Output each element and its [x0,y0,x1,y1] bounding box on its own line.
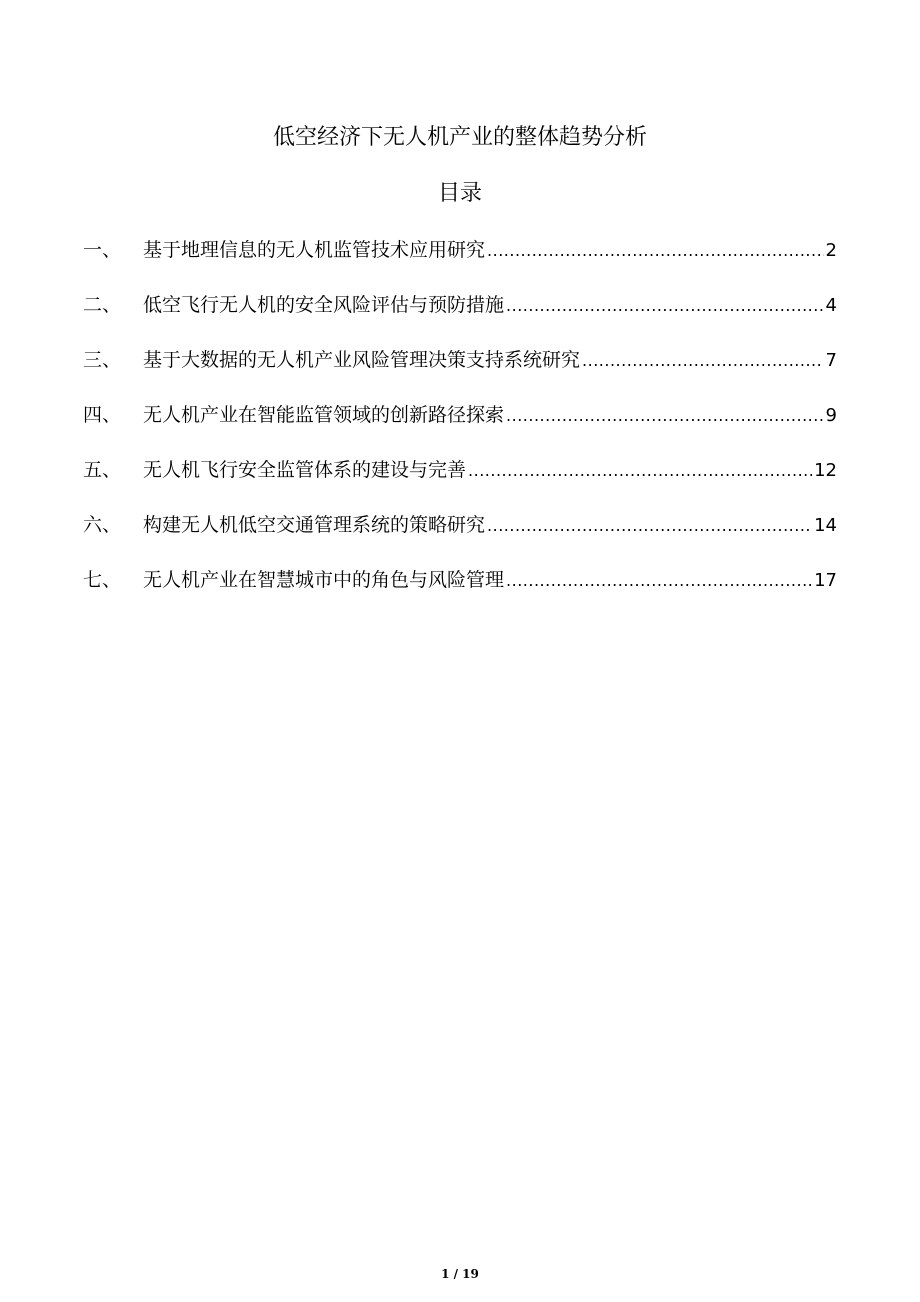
page-number: 1 / 19 [441,1267,479,1281]
toc-entry-number: 一、 [83,239,122,261]
toc-entry[interactable] [83,454,837,509]
toc-entry-number: 三、 [83,349,122,371]
toc-entry-page: 2 [825,240,837,261]
table-of-contents [83,234,837,619]
toc-dot-leader [506,290,824,322]
toc-entry[interactable] [83,564,837,619]
toc-entry-page: 7 [825,350,837,371]
toc-dot-leader [487,235,824,267]
toc-entry[interactable] [83,509,837,564]
toc-entry-page: 12 [814,460,837,481]
toc-entry-page: 9 [825,405,837,426]
toc-entry-number: 四、 [83,404,122,426]
toc-entry-title: 无人机产业在智能监管领域的创新路径探索 [143,404,505,426]
toc-entry-number: 五、 [83,459,122,481]
toc-entry-page: 14 [814,515,837,536]
toc-entry-page: 4 [825,295,837,316]
toc-dot-leader [506,565,812,597]
toc-entry-page: 17 [814,570,837,591]
toc-entry[interactable] [83,234,837,289]
toc-entry-title: 基于地理信息的无人机监管技术应用研究 [143,239,486,261]
toc-entry-title: 构建无人机低空交通管理系统的策略研究 [143,514,486,536]
toc-entry-number: 六、 [83,514,122,536]
toc-entry[interactable] [83,344,837,399]
toc-dot-leader [582,345,824,377]
toc-entry[interactable] [83,289,837,344]
toc-dot-leader [506,400,824,432]
toc-entry-title: 无人机产业在智慧城市中的角色与风险管理 [143,569,505,591]
toc-entry-title: 低空飞行无人机的安全风险评估与预防措施 [143,294,505,316]
toc-entry-title: 基于大数据的无人机产业风险管理决策支持系统研究 [143,349,581,371]
toc-dot-leader [468,455,812,487]
toc-entry[interactable] [83,399,837,454]
toc-entry-title: 无人机飞行安全监管体系的建设与完善 [143,459,467,481]
toc-heading: 目录 [437,181,482,206]
toc-dot-leader [487,510,812,542]
toc-entry-number: 七、 [83,569,122,591]
toc-entry-number: 二、 [83,294,122,316]
document-title: 低空经济下无人机产业的整体趋势分析 [272,125,647,150]
